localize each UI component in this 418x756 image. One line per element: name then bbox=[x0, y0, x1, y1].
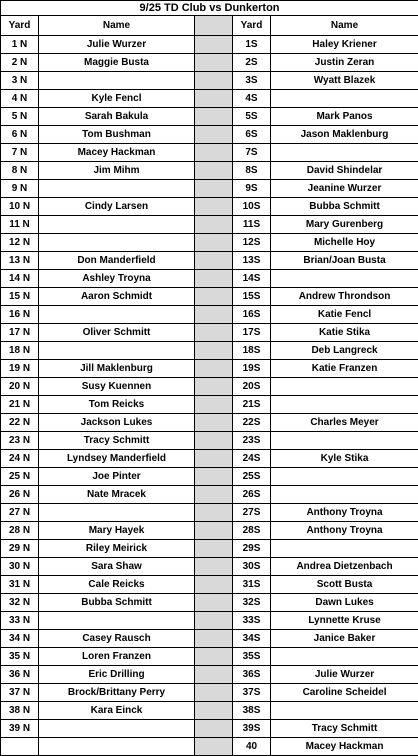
yard-left-cell: 6 N bbox=[1, 126, 39, 144]
yard-right-cell: 14S bbox=[233, 270, 271, 288]
name-left-cell: Oliver Schmitt bbox=[39, 324, 195, 342]
name-right-cell: Katie Fencl bbox=[271, 306, 418, 324]
name-right-cell bbox=[271, 90, 418, 108]
divider-cell bbox=[195, 648, 233, 666]
yard-right-cell: 19S bbox=[233, 360, 271, 378]
name-left-cell: Casey Rausch bbox=[39, 630, 195, 648]
yard-right-cell: 26S bbox=[233, 486, 271, 504]
name-left-cell: Tom Bushman bbox=[39, 126, 195, 144]
yard-left-cell: 24 N bbox=[1, 450, 39, 468]
yard-right-cell: 10S bbox=[233, 198, 271, 216]
name-right-cell: Caroline Scheidel bbox=[271, 684, 418, 702]
table-row bbox=[1, 684, 418, 702]
yard-left-cell: 29 N bbox=[1, 540, 39, 558]
yard-left-cell: 26 N bbox=[1, 486, 39, 504]
name-right-cell bbox=[271, 378, 418, 396]
table-row bbox=[1, 54, 418, 72]
divider-cell bbox=[195, 90, 233, 108]
name-right-cell: Macey Hackman bbox=[271, 738, 418, 756]
divider-cell bbox=[195, 504, 233, 522]
yard-left-cell: 27 N bbox=[1, 504, 39, 522]
table-row bbox=[1, 522, 418, 540]
name-left-cell bbox=[39, 738, 195, 756]
divider-cell bbox=[195, 702, 233, 720]
yard-right-cell: 30S bbox=[233, 558, 271, 576]
yard-header-left: Yard bbox=[1, 16, 39, 36]
name-right-cell: Michelle Hoy bbox=[271, 234, 418, 252]
table-row bbox=[1, 378, 418, 396]
divider-cell bbox=[195, 126, 233, 144]
yard-left-cell: 36 N bbox=[1, 666, 39, 684]
name-right-cell bbox=[271, 144, 418, 162]
name-header-left: Name bbox=[39, 16, 195, 36]
divider-cell bbox=[195, 378, 233, 396]
name-left-cell: Sara Shaw bbox=[39, 558, 195, 576]
yard-right-cell: 18S bbox=[233, 342, 271, 360]
divider-cell bbox=[195, 180, 233, 198]
yard-right-cell: 20S bbox=[233, 378, 271, 396]
name-right-cell: Tracy Schmitt bbox=[271, 720, 418, 738]
yard-left-cell: 25 N bbox=[1, 468, 39, 486]
name-left-cell: Julie Wurzer bbox=[39, 36, 195, 54]
divider-cell bbox=[195, 684, 233, 702]
name-left-cell: Ashley Troyna bbox=[39, 270, 195, 288]
yard-left-cell: 15 N bbox=[1, 288, 39, 306]
divider-cell bbox=[195, 558, 233, 576]
yard-right-cell: 1S bbox=[233, 36, 271, 54]
divider-cell bbox=[195, 198, 233, 216]
table-row bbox=[1, 414, 418, 432]
yard-left-cell: 7 N bbox=[1, 144, 39, 162]
table-row bbox=[1, 306, 418, 324]
yard-right-cell: 11S bbox=[233, 216, 271, 234]
name-right-cell: Lynnette Kruse bbox=[271, 612, 418, 630]
divider-cell bbox=[195, 486, 233, 504]
name-right-cell: Katie Stika bbox=[271, 324, 418, 342]
yard-right-cell: 29S bbox=[233, 540, 271, 558]
divider-cell bbox=[195, 630, 233, 648]
name-right-cell: Anthony Troyna bbox=[271, 522, 418, 540]
name-right-cell: Janice Baker bbox=[271, 630, 418, 648]
divider-cell bbox=[195, 576, 233, 594]
divider-cell bbox=[195, 522, 233, 540]
table-row bbox=[1, 126, 418, 144]
name-left-cell: Lyndsey Manderfield bbox=[39, 450, 195, 468]
table-row bbox=[1, 576, 418, 594]
yard-right-cell: 25S bbox=[233, 468, 271, 486]
table-row bbox=[1, 198, 418, 216]
table-row bbox=[1, 252, 418, 270]
yard-left-cell: 39 N bbox=[1, 720, 39, 738]
table-row bbox=[1, 234, 418, 252]
yard-right-cell: 22S bbox=[233, 414, 271, 432]
divider-cell bbox=[195, 162, 233, 180]
yard-right-cell: 32S bbox=[233, 594, 271, 612]
name-right-cell: Mary Gurenberg bbox=[271, 216, 418, 234]
name-left-cell: Aaron Schmidt bbox=[39, 288, 195, 306]
table-row bbox=[1, 36, 418, 54]
table-row bbox=[1, 342, 418, 360]
yard-left-cell: 34 N bbox=[1, 630, 39, 648]
yard-right-cell: 23S bbox=[233, 432, 271, 450]
name-left-cell bbox=[39, 72, 195, 90]
divider-cell bbox=[195, 432, 233, 450]
divider-cell bbox=[195, 738, 233, 756]
divider-cell bbox=[195, 306, 233, 324]
yard-right-cell: 36S bbox=[233, 666, 271, 684]
divider-cell bbox=[195, 270, 233, 288]
yard-left-cell: 2 N bbox=[1, 54, 39, 72]
name-left-cell: Nate Mracek bbox=[39, 486, 195, 504]
table-row bbox=[1, 504, 418, 522]
yard-right-cell: 7S bbox=[233, 144, 271, 162]
divider-cell bbox=[195, 414, 233, 432]
yard-right-cell: 39S bbox=[233, 720, 271, 738]
title-row bbox=[1, 1, 418, 16]
yard-left-cell: 33 N bbox=[1, 612, 39, 630]
yard-left-cell: 21 N bbox=[1, 396, 39, 414]
yard-right-cell: 5S bbox=[233, 108, 271, 126]
yard-left-cell: 11 N bbox=[1, 216, 39, 234]
divider-cell bbox=[195, 72, 233, 90]
name-right-cell: David Shindelar bbox=[271, 162, 418, 180]
name-right-cell: Charles Meyer bbox=[271, 414, 418, 432]
name-right-cell: Wyatt Blazek bbox=[271, 72, 418, 90]
table-row bbox=[1, 360, 418, 378]
yard-left-cell: 38 N bbox=[1, 702, 39, 720]
name-left-cell bbox=[39, 216, 195, 234]
yard-right-cell: 38S bbox=[233, 702, 271, 720]
name-left-cell: Cale Reicks bbox=[39, 576, 195, 594]
table-row bbox=[1, 558, 418, 576]
divider-cell bbox=[195, 360, 233, 378]
name-left-cell bbox=[39, 612, 195, 630]
divider-cell bbox=[195, 594, 233, 612]
name-right-cell: Mark Panos bbox=[271, 108, 418, 126]
yard-right-cell: 37S bbox=[233, 684, 271, 702]
name-right-cell bbox=[271, 702, 418, 720]
yard-left-cell: 14 N bbox=[1, 270, 39, 288]
divider-cell bbox=[195, 252, 233, 270]
name-right-cell: Jeanine Wurzer bbox=[271, 180, 418, 198]
divider-cell bbox=[195, 288, 233, 306]
name-left-cell: Bubba Schmitt bbox=[39, 594, 195, 612]
yard-right-cell: 34S bbox=[233, 630, 271, 648]
yard-left-cell: 5 N bbox=[1, 108, 39, 126]
yard-right-cell: 21S bbox=[233, 396, 271, 414]
table-row bbox=[1, 432, 418, 450]
name-left-cell: Cindy Larsen bbox=[39, 198, 195, 216]
divider-cell bbox=[195, 54, 233, 72]
yard-right-cell: 31S bbox=[233, 576, 271, 594]
name-right-cell: Brian/Joan Busta bbox=[271, 252, 418, 270]
table-row bbox=[1, 72, 418, 90]
name-right-cell: Andrea Dietzenbach bbox=[271, 558, 418, 576]
table-row bbox=[1, 288, 418, 306]
divider-cell bbox=[195, 216, 233, 234]
yard-right-cell: 12S bbox=[233, 234, 271, 252]
yard-left-cell: 18 N bbox=[1, 342, 39, 360]
name-right-cell: Jason Maklenburg bbox=[271, 126, 418, 144]
name-left-cell: Brock/Brittany Perry bbox=[39, 684, 195, 702]
yard-left-cell bbox=[1, 738, 39, 756]
table-row bbox=[1, 450, 418, 468]
yard-left-cell: 1 N bbox=[1, 36, 39, 54]
name-left-cell bbox=[39, 504, 195, 522]
name-right-cell bbox=[271, 270, 418, 288]
yard-left-cell: 32 N bbox=[1, 594, 39, 612]
yard-left-cell: 12 N bbox=[1, 234, 39, 252]
name-left-cell: Mary Hayek bbox=[39, 522, 195, 540]
table-row bbox=[1, 666, 418, 684]
yard-left-cell: 28 N bbox=[1, 522, 39, 540]
divider-cell bbox=[195, 234, 233, 252]
name-left-cell: Maggie Busta bbox=[39, 54, 195, 72]
name-right-cell bbox=[271, 648, 418, 666]
yard-left-cell: 31 N bbox=[1, 576, 39, 594]
name-left-cell: Riley Meirick bbox=[39, 540, 195, 558]
yard-right-cell: 3S bbox=[233, 72, 271, 90]
yard-right-cell: 15S bbox=[233, 288, 271, 306]
yard-left-cell: 30 N bbox=[1, 558, 39, 576]
yard-right-cell: 40 bbox=[233, 738, 271, 756]
table-row bbox=[1, 738, 418, 756]
yard-right-cell: 24S bbox=[233, 450, 271, 468]
divider-cell bbox=[195, 468, 233, 486]
yard-right-cell: 16S bbox=[233, 306, 271, 324]
divider-cell bbox=[195, 342, 233, 360]
table-row bbox=[1, 468, 418, 486]
table-row bbox=[1, 324, 418, 342]
divider-cell bbox=[195, 324, 233, 342]
yard-right-cell: 6S bbox=[233, 126, 271, 144]
name-right-cell: Katie Franzen bbox=[271, 360, 418, 378]
yard-right-cell: 13S bbox=[233, 252, 271, 270]
header-row bbox=[1, 16, 418, 36]
divider-cell bbox=[195, 144, 233, 162]
name-right-cell: Anthony Troyna bbox=[271, 504, 418, 522]
table-row bbox=[1, 270, 418, 288]
table-row bbox=[1, 702, 418, 720]
name-left-cell: Jackson Lukes bbox=[39, 414, 195, 432]
yard-left-cell: 20 N bbox=[1, 378, 39, 396]
name-left-cell: Kara Einck bbox=[39, 702, 195, 720]
yard-left-cell: 23 N bbox=[1, 432, 39, 450]
divider-cell bbox=[195, 36, 233, 54]
name-right-cell bbox=[271, 486, 418, 504]
yard-right-cell: 28S bbox=[233, 522, 271, 540]
yard-right-cell: 8S bbox=[233, 162, 271, 180]
name-left-cell bbox=[39, 306, 195, 324]
name-left-cell: Tracy Schmitt bbox=[39, 432, 195, 450]
name-left-cell bbox=[39, 180, 195, 198]
divider-cell bbox=[195, 108, 233, 126]
divider-cell bbox=[195, 612, 233, 630]
page-title: 9/25 TD Club vs Dunkerton bbox=[1, 1, 418, 16]
divider-cell bbox=[195, 720, 233, 738]
divider-cell bbox=[195, 666, 233, 684]
name-left-cell: Joe Pinter bbox=[39, 468, 195, 486]
yard-left-cell: 4 N bbox=[1, 90, 39, 108]
table-row bbox=[1, 90, 418, 108]
name-left-cell bbox=[39, 234, 195, 252]
table-row bbox=[1, 486, 418, 504]
table-row bbox=[1, 630, 418, 648]
name-right-cell: Kyle Stika bbox=[271, 450, 418, 468]
name-right-cell: Julie Wurzer bbox=[271, 666, 418, 684]
divider-cell bbox=[195, 396, 233, 414]
yard-right-cell: 33S bbox=[233, 612, 271, 630]
name-right-cell bbox=[271, 396, 418, 414]
name-right-cell bbox=[271, 540, 418, 558]
name-right-cell: Bubba Schmitt bbox=[271, 198, 418, 216]
name-left-cell: Jill Maklenburg bbox=[39, 360, 195, 378]
yard-right-cell: 4S bbox=[233, 90, 271, 108]
name-left-cell bbox=[39, 342, 195, 360]
name-right-cell: Scott Busta bbox=[271, 576, 418, 594]
table-row bbox=[1, 216, 418, 234]
divider-column bbox=[195, 16, 233, 36]
table-row bbox=[1, 540, 418, 558]
name-left-cell: Kyle Fencl bbox=[39, 90, 195, 108]
name-left-cell: Loren Franzen bbox=[39, 648, 195, 666]
table-row bbox=[1, 648, 418, 666]
table-row bbox=[1, 108, 418, 126]
name-left-cell: Jim Mihm bbox=[39, 162, 195, 180]
name-left-cell: Don Manderfield bbox=[39, 252, 195, 270]
name-left-cell: Eric Drilling bbox=[39, 666, 195, 684]
divider-cell bbox=[195, 450, 233, 468]
name-right-cell: Dawn Lukes bbox=[271, 594, 418, 612]
yard-left-cell: 17 N bbox=[1, 324, 39, 342]
yard-left-cell: 10 N bbox=[1, 198, 39, 216]
yard-left-cell: 22 N bbox=[1, 414, 39, 432]
name-left-cell: Tom Reicks bbox=[39, 396, 195, 414]
yard-right-cell: 9S bbox=[233, 180, 271, 198]
yard-left-cell: 9 N bbox=[1, 180, 39, 198]
table-row bbox=[1, 180, 418, 198]
table-row bbox=[1, 144, 418, 162]
yard-right-cell: 35S bbox=[233, 648, 271, 666]
name-left-cell bbox=[39, 720, 195, 738]
divider-cell bbox=[195, 540, 233, 558]
yard-left-cell: 37 N bbox=[1, 684, 39, 702]
name-right-cell bbox=[271, 432, 418, 450]
yard-left-cell: 8 N bbox=[1, 162, 39, 180]
table-row bbox=[1, 720, 418, 738]
yard-left-cell: 16 N bbox=[1, 306, 39, 324]
yard-right-cell: 27S bbox=[233, 504, 271, 522]
name-right-cell: Justin Zeran bbox=[271, 54, 418, 72]
name-left-cell: Susy Kuennen bbox=[39, 378, 195, 396]
table-row bbox=[1, 396, 418, 414]
table-row bbox=[1, 612, 418, 630]
yard-right-cell: 17S bbox=[233, 324, 271, 342]
yard-left-cell: 13 N bbox=[1, 252, 39, 270]
name-right-cell: Andrew Throndson bbox=[271, 288, 418, 306]
name-header-right: Name bbox=[271, 16, 418, 36]
name-right-cell bbox=[271, 468, 418, 486]
yard-header-right: Yard bbox=[233, 16, 271, 36]
table-row bbox=[1, 594, 418, 612]
table-row bbox=[1, 162, 418, 180]
name-right-cell: Haley Kriener bbox=[271, 36, 418, 54]
yard-left-cell: 3 N bbox=[1, 72, 39, 90]
yard-right-cell: 2S bbox=[233, 54, 271, 72]
yard-left-cell: 19 N bbox=[1, 360, 39, 378]
yard-left-cell: 35 N bbox=[1, 648, 39, 666]
name-left-cell: Sarah Bakula bbox=[39, 108, 195, 126]
name-right-cell: Deb Langreck bbox=[271, 342, 418, 360]
name-left-cell: Macey Hackman bbox=[39, 144, 195, 162]
